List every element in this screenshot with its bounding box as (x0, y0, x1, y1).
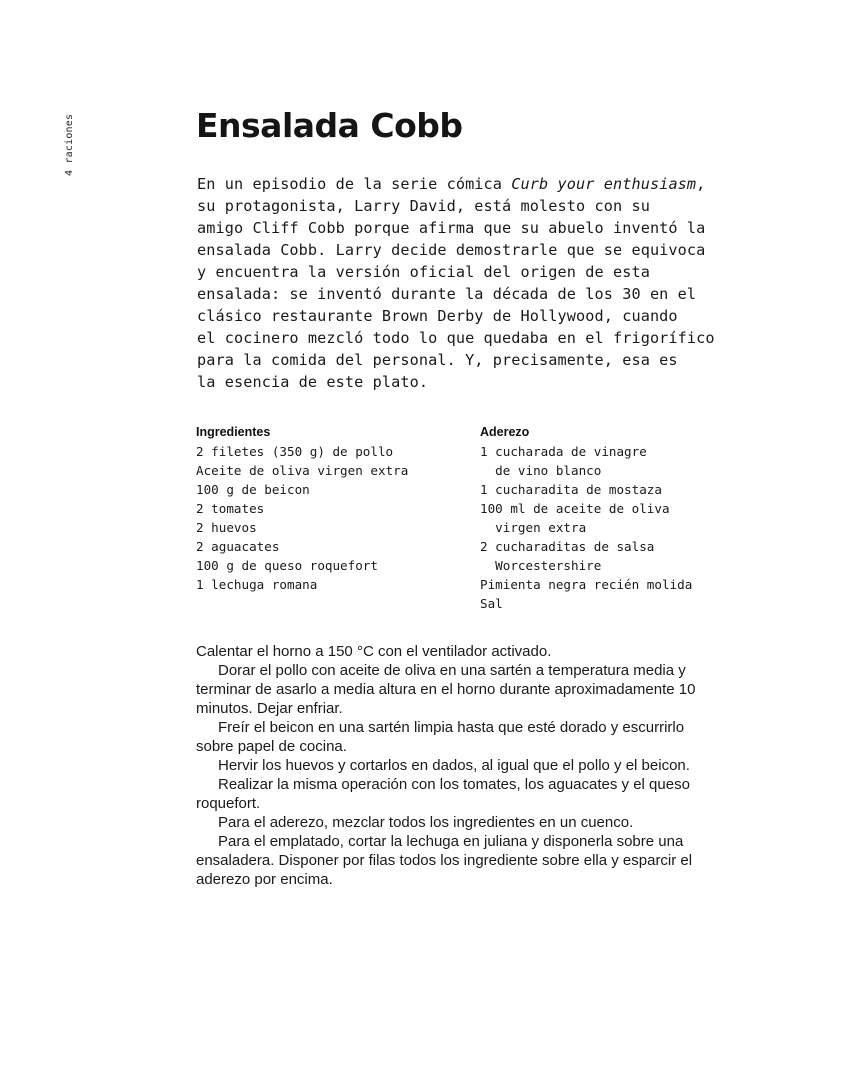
step-paragraph: Realizar la misma operación con los tomates, los aguacates y el queso roquefort. (196, 776, 690, 812)
ingredients-heading: Ingredientes (196, 425, 271, 439)
dressing-item: Sal (480, 596, 503, 611)
intro-text-start: En un episodio de la serie cómica (197, 175, 512, 193)
step-paragraph: Para el aderezo, mezclar todos los ingredientes en un cuenco. (218, 814, 634, 831)
ingredients-list (196, 442, 456, 594)
dressing-item: Worcestershire (480, 558, 602, 573)
intro-text-rest: , su protagonista, Larry David, está molesto con su amigo Cliff Cobb porque afirma que su abuelo inventó la ensalada Cobb. Larry decide demostrarle que se equivoca y encuentra la versión oficial del origen de esta ensalada: se inventó durante la década de los 30 en el clásico restaurante Brown Derby de Hollywood, cuando el cocinero mezcló todo lo que quedaba en el frigorífico para la comida del personal. Y, precisamente, esa es la esencia de este plato. (197, 175, 715, 391)
intro-paragraph (197, 173, 737, 393)
step-paragraph: Hervir los huevos y cortarlos en dados, al igual que el pollo y el beicon. (218, 757, 690, 774)
step-paragraph: Dorar el pollo con aceite de oliva en una sartén a temperatura media y terminar de asarlo a media altura en el horno durante aproximadamente 10 minutos. Dejar enfriar. (196, 662, 696, 717)
ingredient-item: 100 g de beicon (196, 482, 310, 497)
dressing-item: de vino blanco (480, 463, 602, 478)
servings-label: 4 raciones (64, 113, 75, 176)
ingredient-item: 2 tomates (196, 501, 265, 516)
step-paragraph: Freír el beicon en una sartén limpia hasta que esté dorado y escurrirlo sobre papel de cocina. (196, 719, 685, 755)
dressing-item: Pimienta negra recién molida (480, 577, 693, 592)
step-paragraph: Calentar el horno a 150 °C con el ventilador activado. (196, 643, 552, 660)
dressing-heading: Aderezo (480, 425, 530, 439)
dressing-list (480, 442, 740, 613)
ingredient-item: 2 aguacates (196, 539, 280, 554)
dressing-item: 1 cucharadita de mostaza (480, 482, 662, 497)
ingredient-item: 2 huevos (196, 520, 257, 535)
preparation-steps (196, 642, 706, 889)
dressing-item: virgen extra (480, 520, 587, 535)
dressing-item: 2 cucharaditas de salsa (480, 539, 655, 554)
recipe-title: Ensalada Cobb (196, 106, 463, 145)
ingredients-section (196, 423, 456, 594)
show-title: Curb your enthusiasm (511, 175, 697, 193)
ingredient-item: 1 lechuga romana (196, 577, 318, 592)
dressing-item: 1 cucharada de vinagre (480, 444, 647, 459)
ingredient-item: 100 g de queso roquefort (196, 558, 378, 573)
step-paragraph: Para el emplatado, cortar la lechuga en juliana y disponerla sobre una ensaladera. Disponer por filas todos los ingrediente sobre ella y esparcir el aderezo por encima. (196, 833, 693, 888)
ingredient-item: 2 filetes (350 g) de pollo (196, 444, 394, 459)
dressing-section (480, 423, 740, 613)
ingredient-item: Aceite de oliva virgen extra (196, 463, 409, 478)
dressing-item: 100 ml de aceite de oliva (480, 501, 670, 516)
